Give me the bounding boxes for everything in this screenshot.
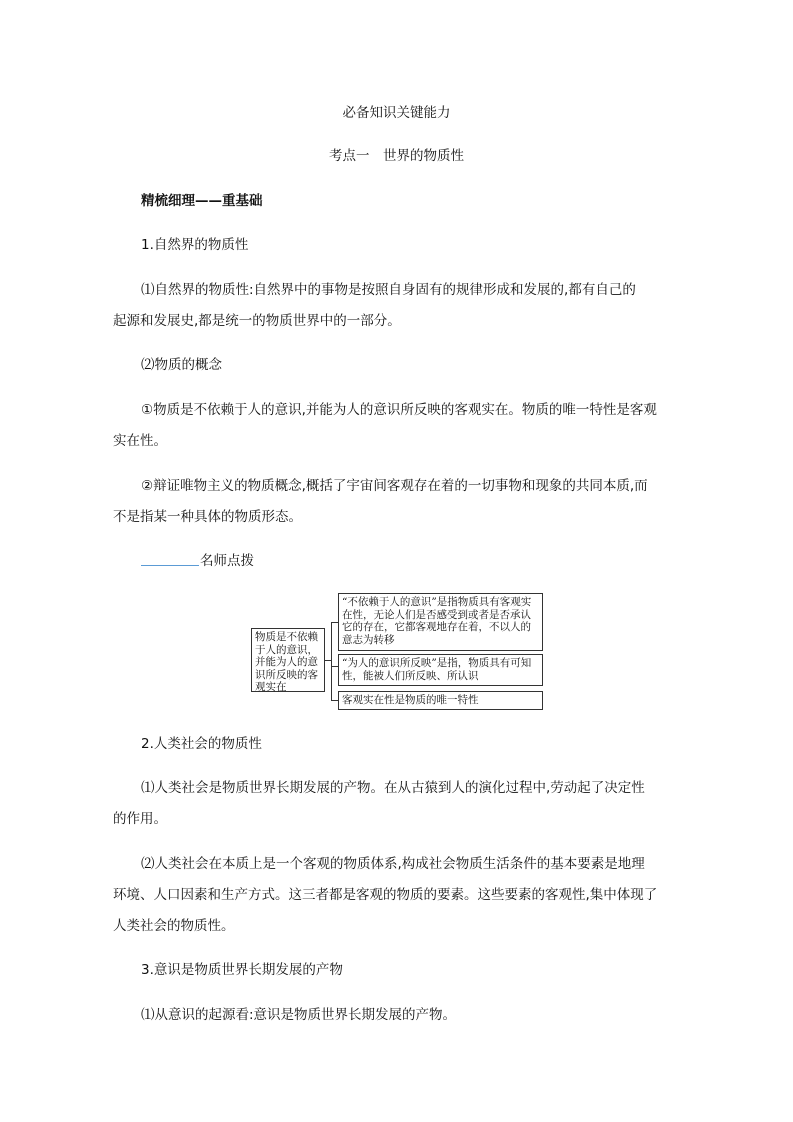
s2-p2-line1: ⑵人类社会在本质上是一个客观的物质体系,构成社会物质生活条件的基本要素是地理 (141, 856, 645, 872)
s1-p1-line1: ⑴自然界的物质性:自然界中的事物是按照自身固有的规律形成和发展的,都有自己的 (141, 282, 636, 298)
s2-p2-line2: 环境、人口因素和生产方式。这三者都是客观的物质的要素。这些要素的客观性,集中体现了 (113, 887, 658, 903)
s1-p4-line1: ②辩证唯物主义的物质概念,概括了宇宙间客观存在着的一切事物和现象的共同本质,而 (141, 478, 648, 494)
section-title: 考点一 世界的物质性 (329, 148, 464, 164)
s2-heading: 2.人类社会的物质性 (141, 736, 262, 752)
s3-heading: 3.意识是物质世界长期发展的产物 (141, 962, 343, 978)
connector-branch1 (331, 622, 338, 623)
connector-vertical (331, 622, 332, 701)
s2-p1-line2: 的作用。 (113, 811, 167, 827)
s2-p1-line1: ⑴人类社会是物质世界长期发展的产物。在从古猿到人的演化过程中,劳动起了决定性 (141, 780, 645, 796)
diagram-branch-1: “不依赖于人的意识”是指物质具有客观实在性，无论人们是否感受到或者是否承认它的存在，它都客观地存在着，不以人的意志为转移 (338, 593, 543, 651)
connector-branch2 (331, 666, 338, 667)
page-title: 必备知识关键能力 (342, 105, 451, 121)
s1-p3-line1: ①物质是不依赖于人的意识,并能为人的意识所反映的客观实在。物质的唯一特性是客观 (141, 402, 657, 418)
s1-p3-line2: 实在性。 (113, 433, 167, 449)
s1-p2: ⑵物质的概念 (141, 357, 222, 373)
s1-p4-line2: 不是指某一种具体的物质形态。 (113, 509, 302, 525)
diagram-branch-2: “为人的意识所反映”是指，物质具有可知性，能被人们所反映、所认识 (338, 654, 543, 686)
diagram-root: 物质是不依赖于人的意识，并能为人的意识所反映的客观实在 (251, 628, 325, 692)
tip-accent-line (141, 565, 199, 566)
base-heading: 精梳细理——重基础 (141, 193, 263, 209)
s3-p1: ⑴从意识的起源看:意识是物质世界长期发展的产物。 (141, 1007, 457, 1023)
s2-p2-line3: 人类社会的物质性。 (113, 918, 235, 934)
s1-heading: 1.自然界的物质性 (141, 237, 249, 253)
s1-p1-line2: 起源和发展史,都是统一的物质世界中的一部分。 (113, 313, 401, 329)
tip-label: 名师点拨 (200, 553, 254, 569)
diagram-branch-3: 客观实在性是物质的唯一特性 (338, 691, 543, 710)
connector-branch3 (331, 700, 338, 701)
